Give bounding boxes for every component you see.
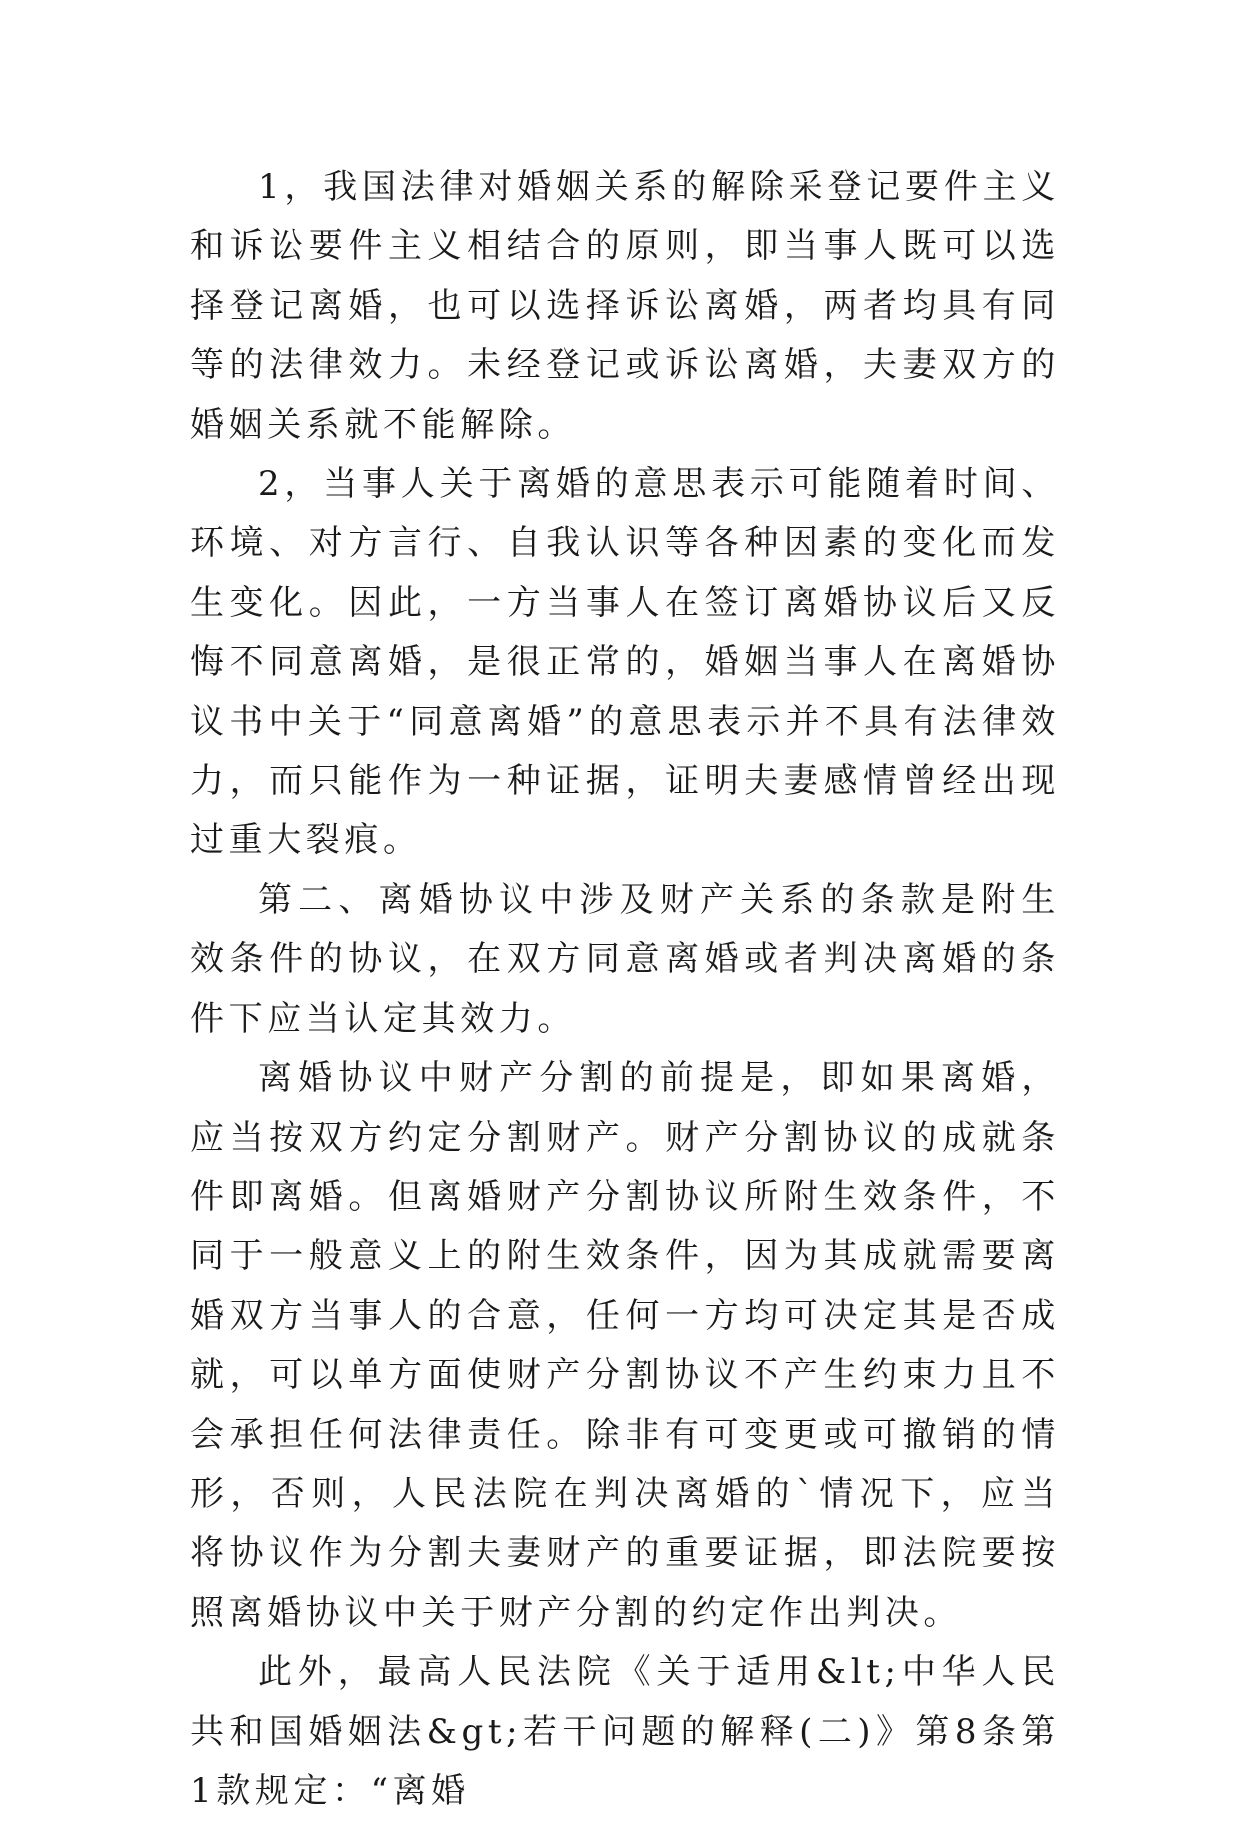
- paragraph-2: 2，当事人关于离婚的意思表示可能随着时间、环境、对方言行、自我认识等各种因素的变化而发生变化。因此，一方当事人在签订离婚协议后又反悔不同意离婚，是很正常的，婚姻当事人在离婚协议书中关于“同意离婚”的意思表示并不具有法律效力，而只能作为一种证据，证明夫妻感情曾经出现过重大裂痕。: [190, 464, 1060, 861]
- paragraph-5: 此外，最高人民法院《关于适用&lt;中华人民共和国婚姻法&gt;若干问题的解释(二)》第8条第1款规定：“离婚: [190, 1652, 1060, 1811]
- paragraph-1: 1，我国法律对婚姻关系的解除采登记要件主义和诉讼要件主义相结合的原则，即当事人既可以选择登记离婚，也可以选择诉讼离婚，两者均具有同等的法律效力。未经登记或诉讼离婚，夫妻双方的婚姻关系就不能解除。: [190, 167, 1060, 445]
- document-body: [190, 158, 1060, 1821]
- paragraph-3: 第二、离婚协议中涉及财产关系的条款是附生效条件的协议，在双方同意离婚或者判决离婚的条件下应当认定其效力。: [190, 879, 1060, 1039]
- paragraph-4: 离婚协议中财产分割的前提是，即如果离婚，应当按双方约定分割财产。财产分割协议的成就条件即离婚。但离婚财产分割协议所附生效条件，不同于一般意义上的附生效条件，因为其成就需要离婚双方当事人的合意，任何一方均可决定其是否成就，可以单方面使财产分割协议不产生约束力且不会承担任何法律责任。除非有可变更或可撤销的情形，否则，人民法院在判决离婚的`情况下，应当将协议作为分割夫妻财产的重要证据，即法院要按照离婚协议中关于财产分割的约定作出判决。: [190, 1058, 1060, 1633]
